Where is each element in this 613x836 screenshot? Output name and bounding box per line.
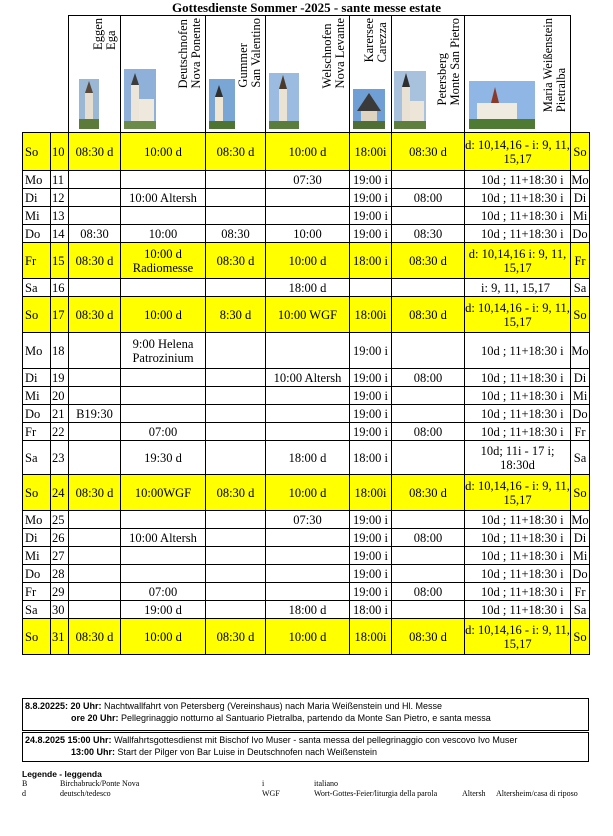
schedule-row <box>23 547 590 565</box>
mass-time-maria-weissenstein: i: 9, 11, 15,17 <box>465 279 571 297</box>
mass-time-eggen <box>69 369 121 387</box>
mass-time-maria-weissenstein: 10d ; 11+18:30 i <box>465 207 571 225</box>
mass-time-petersberg <box>392 333 465 369</box>
mass-time-welschnofen <box>266 207 350 225</box>
mass-time-eggen <box>69 189 121 207</box>
schedule-table <box>22 15 590 655</box>
mass-time-deutschnofen: 10:00 d <box>121 133 206 171</box>
mass-time-karersee: 19:00 i <box>350 333 392 369</box>
weekday-cell: Fr <box>23 583 51 601</box>
mass-time-gummer <box>206 547 266 565</box>
schedule-row <box>23 189 590 207</box>
mass-time-maria-weissenstein: 10d ; 11+18:30 i <box>465 405 571 423</box>
mass-time-petersberg: 08:30 d <box>392 243 465 279</box>
mass-time-maria-weissenstein: 10d ; 11+18:30 i <box>465 369 571 387</box>
mass-time-welschnofen: 10:00 Altersh <box>266 369 350 387</box>
mass-time-maria-weissenstein: 10d ; 11+18:30 i <box>465 225 571 243</box>
schedule-row <box>23 441 590 475</box>
weekday-cell: Do <box>23 565 51 583</box>
mass-time-gummer <box>206 583 266 601</box>
weekday-cell-right: Mo <box>571 333 590 369</box>
mass-time-gummer <box>206 423 266 441</box>
mass-time-maria-weissenstein: 10d; 11i - 17 i; 18:30d <box>465 441 571 475</box>
mass-time-karersee: 18:00i <box>350 133 392 171</box>
weekday-cell-right: Mi <box>571 387 590 405</box>
legend-key-i: i <box>262 779 265 788</box>
mass-time-deutschnofen <box>121 279 206 297</box>
mass-time-deutschnofen <box>121 405 206 423</box>
mass-time-deutschnofen: 9:00 Helena Patrozinium <box>121 333 206 369</box>
mass-time-petersberg <box>392 547 465 565</box>
mass-time-eggen <box>69 279 121 297</box>
mass-time-maria-weissenstein: d: 10,14,16 - i: 9, 11, 15,17 <box>465 297 571 333</box>
mass-time-eggen <box>69 583 121 601</box>
mass-time-welschnofen <box>266 423 350 441</box>
mass-time-welschnofen: 07:30 <box>266 171 350 189</box>
schedule-row <box>23 583 590 601</box>
mass-time-maria-weissenstein: 10d ; 11+18:30 i <box>465 333 571 369</box>
schedule-row <box>23 475 590 511</box>
weekday-cell-right: Sa <box>571 441 590 475</box>
weekday-cell: Mo <box>23 333 51 369</box>
weekday-cell: Do <box>23 225 51 243</box>
date-cell: 15 <box>51 243 69 279</box>
mass-time-welschnofen <box>266 583 350 601</box>
schedule-row <box>23 333 590 369</box>
mass-time-karersee: 19:00 i <box>350 529 392 547</box>
weekday-cell: So <box>23 475 51 511</box>
mass-time-gummer: 8:30 d <box>206 297 266 333</box>
mass-time-karersee: 19:00 i <box>350 387 392 405</box>
mass-time-eggen <box>69 441 121 475</box>
date-cell: 24 <box>51 475 69 511</box>
weekday-cell-right: Mi <box>571 547 590 565</box>
legend <box>22 769 602 799</box>
mass-time-deutschnofen: 19:00 d <box>121 601 206 619</box>
mass-time-eggen: 08:30 d <box>69 243 121 279</box>
mass-time-deutschnofen <box>121 511 206 529</box>
weekday-cell: So <box>23 619 51 655</box>
church-deutschnofen-image <box>124 69 156 129</box>
mass-time-eggen <box>69 423 121 441</box>
column-header-welschnofen: Welschnofen Nova Levante <box>266 16 350 133</box>
date-cell: 23 <box>51 441 69 475</box>
weekday-cell-right: Sa <box>571 601 590 619</box>
mass-time-petersberg <box>392 171 465 189</box>
mass-time-petersberg: 08:30 d <box>392 475 465 511</box>
mass-time-petersberg: 08:30 d <box>392 297 465 333</box>
header-blank-right <box>571 16 590 133</box>
date-cell: 28 <box>51 565 69 583</box>
mass-time-maria-weissenstein: d: 10,14,16 - i: 9, 11, 15,17 <box>465 619 571 655</box>
mass-time-gummer <box>206 207 266 225</box>
weekday-cell-right: Mo <box>571 172 589 187</box>
legend-key-wgf: WGF <box>262 789 280 798</box>
mass-time-maria-weissenstein: d: 10,14,16 - i: 9, 11, 15,17 <box>465 475 571 511</box>
mass-time-petersberg: 08:00 <box>392 423 465 441</box>
mass-time-gummer <box>206 279 266 297</box>
weekday-cell-right: So <box>571 297 590 333</box>
weekday-cell: Fr <box>23 243 51 279</box>
mass-time-eggen <box>69 529 121 547</box>
weekday-cell: Di <box>23 529 51 547</box>
mass-time-deutschnofen: 10:00 d <box>121 619 206 655</box>
mass-time-deutschnofen: 10:00 Altersh <box>121 189 206 207</box>
date-cell: 22 <box>51 423 69 441</box>
legend-text-altersh: Altersheim/casa di riposo <box>496 789 578 798</box>
weekday-cell-right: Di <box>571 189 590 207</box>
column-header-gummer: Gummer San Valentino <box>206 16 266 133</box>
mass-time-maria-weissenstein: 10d ; 11+18:30 i <box>465 171 571 189</box>
mass-time-gummer <box>206 369 266 387</box>
mass-time-eggen <box>69 601 121 619</box>
mass-time-welschnofen <box>266 333 350 369</box>
mass-time-eggen <box>69 387 121 405</box>
mass-time-eggen: 08:30 d <box>69 133 121 171</box>
mass-time-eggen <box>69 565 121 583</box>
mass-time-deutschnofen <box>121 387 206 405</box>
mass-time-gummer <box>206 189 266 207</box>
mass-time-welschnofen: 10:00 d <box>266 475 350 511</box>
mass-time-welschnofen <box>266 547 350 565</box>
date-cell: 27 <box>51 547 69 565</box>
mass-time-welschnofen <box>266 387 350 405</box>
mass-time-gummer: 08:30 d <box>206 133 266 171</box>
date-cell: 16 <box>51 279 69 297</box>
mass-time-petersberg <box>392 441 465 475</box>
mass-time-deutschnofen: 10:00WGF <box>121 475 206 511</box>
legend-heading: Legende - leggenda <box>22 769 102 779</box>
mass-time-gummer <box>206 333 266 369</box>
mass-time-gummer <box>206 171 266 189</box>
mass-time-karersee: 18:00 i <box>350 601 392 619</box>
mass-time-petersberg <box>392 207 465 225</box>
mass-time-eggen <box>69 207 121 225</box>
mass-time-gummer <box>206 601 266 619</box>
mass-time-karersee: 19:00 i <box>350 583 392 601</box>
mass-time-eggen: 08:30 <box>69 225 121 243</box>
mass-time-petersberg: 08:00 <box>392 189 465 207</box>
page-title: Gottesdienste Sommer -2025 - sante messe estate <box>171 0 442 15</box>
mass-time-eggen: B19:30 <box>69 405 121 423</box>
mass-time-maria-weissenstein: 10d ; 11+18:30 i <box>465 583 571 601</box>
legend-text-d: deutsch/tedesco <box>60 789 111 798</box>
weekday-cell-right: Sa <box>571 279 590 297</box>
mass-time-karersee: 19:00 i <box>350 565 392 583</box>
weekday-cell: Sa <box>23 441 51 475</box>
date-cell: 14 <box>51 225 69 243</box>
date-cell: 18 <box>51 333 69 369</box>
weekday-cell-right: Di <box>571 529 590 547</box>
date-cell: 29 <box>51 583 69 601</box>
schedule-row <box>23 207 590 225</box>
mass-time-maria-weissenstein: 10d ; 11+18:30 i <box>465 387 571 405</box>
schedule-row <box>23 619 590 655</box>
mass-time-karersee <box>350 279 392 297</box>
mass-time-welschnofen <box>266 405 350 423</box>
mass-time-deutschnofen: 10:00 d Radiomesse <box>121 243 206 279</box>
weekday-cell: Mi <box>23 547 51 565</box>
mass-time-karersee: 19:00 i <box>350 547 392 565</box>
mass-time-maria-weissenstein: 10d ; 11+18:30 i <box>465 565 571 583</box>
mass-time-welschnofen: 18:00 d <box>266 601 350 619</box>
mass-time-gummer: 08:30 d <box>206 475 266 511</box>
weekday-cell: Sa <box>23 279 51 297</box>
mass-time-petersberg <box>392 405 465 423</box>
schedule-row <box>23 279 590 297</box>
mass-time-eggen <box>69 171 121 189</box>
church-welschnofen-image <box>269 73 299 129</box>
weekday-cell: Sa <box>23 601 51 619</box>
weekday-cell: So <box>23 297 51 333</box>
legend-key-altersh: Altersh <box>462 789 486 798</box>
weekday-cell: Di <box>23 369 51 387</box>
schedule-row <box>23 171 590 189</box>
schedule-row <box>23 297 590 333</box>
mass-time-deutschnofen <box>121 207 206 225</box>
mass-time-gummer: 08:30 <box>206 225 266 243</box>
mass-time-gummer <box>206 387 266 405</box>
mass-time-petersberg <box>392 387 465 405</box>
date-cell: 13 <box>51 207 69 225</box>
mass-time-karersee: 18:00 i <box>350 243 392 279</box>
mass-time-karersee: 19:00 i <box>350 171 392 189</box>
mass-time-petersberg: 08:00 <box>392 529 465 547</box>
column-header-deutschnofen: Deutschnofen Nova Ponente <box>121 16 206 133</box>
mass-time-petersberg <box>392 511 465 529</box>
mass-time-deutschnofen: 10:00 d <box>121 297 206 333</box>
mass-time-welschnofen <box>266 565 350 583</box>
legend-row-2 <box>22 789 602 799</box>
weekday-cell-right: Mo <box>571 512 589 527</box>
date-cell: 20 <box>51 387 69 405</box>
weekday-cell-right: Mi <box>571 207 590 225</box>
date-cell: 11 <box>51 171 69 189</box>
column-header-petersberg: Petersberg Monte San Pietro <box>392 16 465 133</box>
mass-time-deutschnofen: 07:00 <box>121 423 206 441</box>
mass-time-deutschnofen: 07:00 <box>121 583 206 601</box>
schedule-row <box>23 369 590 387</box>
schedule-row <box>23 601 590 619</box>
mass-time-petersberg <box>392 565 465 583</box>
mass-time-petersberg: 08:30 d <box>392 619 465 655</box>
mass-time-maria-weissenstein: 10d ; 11+18:30 i <box>465 601 571 619</box>
mass-time-petersberg: 08:00 <box>392 369 465 387</box>
legend-key-d: d <box>22 789 26 798</box>
mass-time-welschnofen <box>266 529 350 547</box>
mass-time-petersberg: 08:30 <box>392 225 465 243</box>
date-cell: 10 <box>51 133 69 171</box>
date-cell: 25 <box>51 511 69 529</box>
mass-time-gummer <box>206 511 266 529</box>
mass-time-karersee: 19:00 i <box>350 511 392 529</box>
mass-time-welschnofen: 10:00 d <box>266 619 350 655</box>
mass-time-karersee: 18:00 i <box>350 441 392 475</box>
schedule-body <box>23 133 590 655</box>
weekday-cell: Mi <box>23 207 51 225</box>
church-maria-weissenstein-image <box>469 81 535 129</box>
schedule-row <box>23 405 590 423</box>
weekday-cell: Fr <box>23 423 51 441</box>
mass-time-welschnofen <box>266 189 350 207</box>
schedule-row <box>23 423 590 441</box>
date-cell: 17 <box>51 297 69 333</box>
mass-time-karersee: 19:00 i <box>350 405 392 423</box>
schedule-row <box>23 565 590 583</box>
mass-time-karersee: 18:00i <box>350 475 392 511</box>
church-eggen-image <box>79 79 99 129</box>
church-gummer-image <box>209 79 235 129</box>
header-row <box>23 16 590 133</box>
mass-time-eggen: 08:30 d <box>69 297 121 333</box>
schedule-row <box>23 511 590 529</box>
column-header-eggen: Eggen Ega <box>69 16 121 133</box>
mass-time-karersee: 19:00 i <box>350 189 392 207</box>
mass-time-deutschnofen: 19:30 d <box>121 441 206 475</box>
schedule-row <box>23 225 590 243</box>
mass-time-karersee: 19:00 i <box>350 369 392 387</box>
schedule-row <box>23 529 590 547</box>
mass-time-welschnofen: 10:00 d <box>266 243 350 279</box>
mass-time-maria-weissenstein: d: 10,14,16 - i: 9, 11, 15,17 <box>465 133 571 171</box>
date-cell: 31 <box>51 619 69 655</box>
weekday-cell-right: Do <box>572 226 588 241</box>
mass-time-maria-weissenstein: 10d ; 11+18:30 i <box>465 423 571 441</box>
weekday-cell-right: Do <box>572 406 588 421</box>
mass-time-welschnofen: 10:00 d <box>266 133 350 171</box>
schedule-row <box>23 243 590 279</box>
mass-time-welschnofen: 07:30 <box>266 511 350 529</box>
mass-time-karersee: 19:00 i <box>350 207 392 225</box>
mass-time-eggen <box>69 547 121 565</box>
church-petersberg-image <box>394 71 426 129</box>
mass-time-petersberg <box>392 279 465 297</box>
weekday-cell: Mo <box>23 511 51 529</box>
mass-time-gummer <box>206 529 266 547</box>
weekday-cell: Di <box>23 189 51 207</box>
mass-time-welschnofen: 10:00 WGF <box>266 297 350 333</box>
mass-time-deutschnofen <box>121 171 206 189</box>
mass-time-maria-weissenstein: 10d ; 11+18:30 i <box>465 529 571 547</box>
weekday-cell-right: So <box>571 133 590 171</box>
mass-time-karersee: 19:00 i <box>350 423 392 441</box>
mass-time-deutschnofen <box>121 369 206 387</box>
mass-time-eggen <box>69 333 121 369</box>
mass-time-gummer <box>206 441 266 475</box>
mass-time-maria-weissenstein: 10d ; 11+18:30 i <box>465 189 571 207</box>
schedule-row <box>23 387 590 405</box>
mass-time-deutschnofen: 10:00 Altersh <box>121 529 206 547</box>
date-cell: 30 <box>51 601 69 619</box>
mass-time-maria-weissenstein: 10d ; 11+18:30 i <box>465 547 571 565</box>
church-karersee-image <box>353 89 385 129</box>
weekday-cell: Mi <box>23 387 51 405</box>
note-bishop-pilgrimage: 24.8.2025 15:00 Uhr: Wallfahrtsgottesdienst mit Bischof Ivo Muser - santa messa del pellegrinaggio con vescovo Ivo Muser 13:00 Uhr: Start der Pilger von Bar Luise in Deutschnofen nach Weißenstein <box>22 732 589 762</box>
mass-time-welschnofen: 18:00 d <box>266 279 350 297</box>
date-cell: 21 <box>51 405 69 423</box>
mass-time-eggen: 08:30 d <box>69 475 121 511</box>
weekday-cell: So <box>23 133 51 171</box>
weekday-cell-right: Di <box>571 369 590 387</box>
weekday-cell-right: Fr <box>571 583 590 601</box>
mass-time-eggen <box>69 511 121 529</box>
mass-time-karersee: 18:00i <box>350 297 392 333</box>
mass-time-maria-weissenstein: 10d ; 11+18:30 i <box>465 511 571 529</box>
mass-time-karersee: 19:00 i <box>350 225 392 243</box>
column-header-karersee: Karersee Carezza <box>350 16 392 133</box>
mass-time-petersberg <box>392 601 465 619</box>
mass-time-gummer: 08:30 d <box>206 243 266 279</box>
date-cell: 12 <box>51 189 69 207</box>
legend-row-1 <box>22 779 602 789</box>
mass-time-deutschnofen <box>121 565 206 583</box>
weekday-cell-right: Do <box>572 566 588 581</box>
weekday-cell-right: Fr <box>571 243 590 279</box>
mass-time-deutschnofen <box>121 547 206 565</box>
note-night-pilgrimage: 8.8.20225: 20 Uhr: Nachtwallfahrt von Petersberg (Vereinshaus) nach Maria Weißenstein und Hl. Messe ore 20 Uhr: Pellegrinaggio notturno al Santuario Pietralba, partendo da Monte San Pietro, e santa messa <box>22 698 589 731</box>
mass-time-deutschnofen: 10:00 <box>121 225 206 243</box>
mass-time-gummer: 08:30 d <box>206 619 266 655</box>
mass-time-welschnofen: 18:00 d <box>266 441 350 475</box>
date-cell: 26 <box>51 529 69 547</box>
mass-time-petersberg: 08:30 d <box>392 133 465 171</box>
mass-time-welschnofen: 10:00 <box>266 225 350 243</box>
weekday-cell: Mo <box>23 171 51 189</box>
legend-text-i: italiano <box>314 779 338 788</box>
legend-text-b: Birchabruck/Ponte Nova <box>60 779 140 788</box>
column-header-maria-weissenstein: Maria Weißenstein Pietralba <box>465 16 571 133</box>
mass-time-gummer <box>206 565 266 583</box>
schedule-row <box>23 133 590 171</box>
weekday-cell-right: So <box>571 475 590 511</box>
mass-time-petersberg: 08:00 <box>392 583 465 601</box>
date-cell: 19 <box>51 369 69 387</box>
weekday-cell-right: Fr <box>571 423 590 441</box>
mass-time-eggen: 08:30 d <box>69 619 121 655</box>
weekday-cell: Do <box>23 405 51 423</box>
mass-time-maria-weissenstein: d: 10,14,16 i: 9, 11, 15,17 <box>465 243 571 279</box>
weekday-cell-right: So <box>571 619 590 655</box>
legend-key-b: B <box>22 779 28 788</box>
header-blank <box>23 16 69 133</box>
legend-text-wgf: Wort-Gottes-Feier/liturgia della parola <box>314 789 438 798</box>
mass-time-gummer <box>206 405 266 423</box>
mass-time-karersee: 18:00i <box>350 619 392 655</box>
